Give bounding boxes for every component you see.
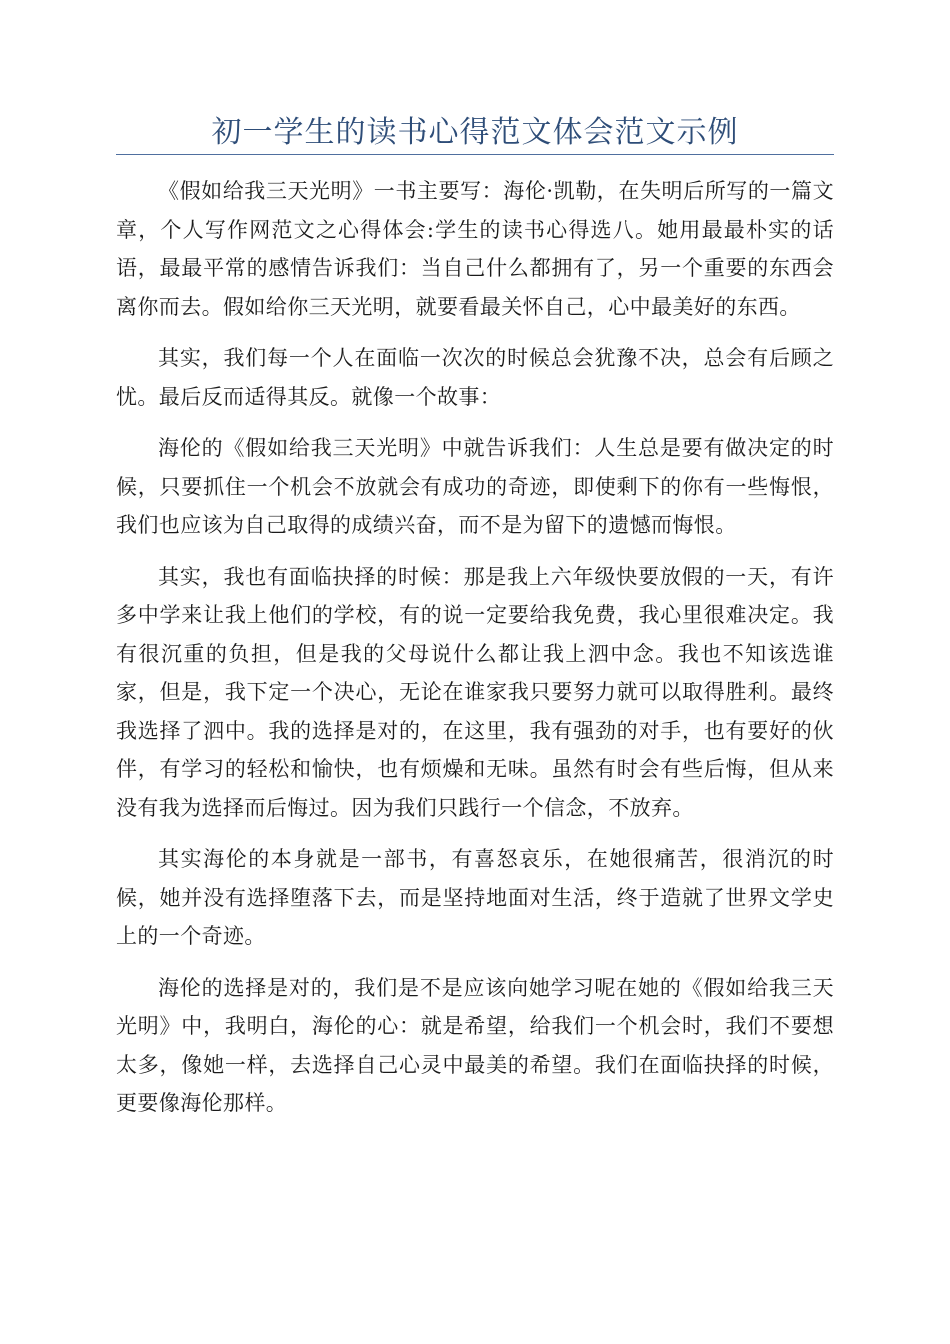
paragraph-5: 其实海伦的本身就是一部书，有喜怒哀乐，在她很痛苦，很消沉的时候，她并没有选择堕落下去，而是坚持地面对生活，终于造就了世界文学史上的一个奇迹。 — [116, 847, 834, 948]
paragraph-2: 其实，我们每一个人在面临一次次的时候总会犹豫不决，总会有后顾之忧。最后反而适得其反。就像一个故事： — [116, 346, 834, 409]
title-underline — [116, 154, 834, 155]
paragraph-3: 海伦的《假如给我三天光明》中就告诉我们：人生总是要有做决定的时候，只要抓住一个机会不放就会有成功的奇迹，即使剩下的你有一些悔恨，我们也应该为自己取得的成绩兴奋，而不是为留下的遗憾而悔恨。 — [116, 436, 834, 537]
paragraph-4: 其实，我也有面临抉择的时候：那是我上六年级快要放假的一天，有许多中学来让我上他们的学校，有的说一定要给我免费，我心里很难决定。我有很沉重的负担，但是我的父母说什么都让我上泗中念。我也不知该选谁家，但是，我下定一个决心，无论在谁家我只要努力就可以取得胜利。最终我选择了泗中。我的选择是对的，在这里，我有强劲的对手，也有要好的伙伴，有学习的轻松和愉快，也有烦燥和无味。虽然有时会有些后悔，但从来没有我为选择而后悔过。因为我们只践行一个信念，不放弃。 — [116, 564, 834, 820]
document-body — [116, 172, 834, 1136]
paragraph-1: 《假如给我三天光明》一书主要写：海伦·凯勒，在失明后所写的一篇文章，个人写作网范文之心得体会:学生的读书心得选八。她用最最朴实的话语，最最平常的感情告诉我们：当自己什么都拥有了，另一个重要的东西会离你而去。假如给你三天光明，就要看最关怀自己，心中最美好的东西。 — [116, 179, 834, 319]
paragraph-6: 海伦的选择是对的，我们是不是应该向她学习呢在她的《假如给我三天光明》中，我明白，海伦的心：就是希望，给我们一个机会时，我们不要想太多，像她一样，去选择自己心灵中最美的希望。我们在面临抉择的时候，更要像海伦那样。 — [116, 975, 834, 1115]
document-title: 初一学生的读书心得范文体会范文示例 — [211, 115, 739, 150]
